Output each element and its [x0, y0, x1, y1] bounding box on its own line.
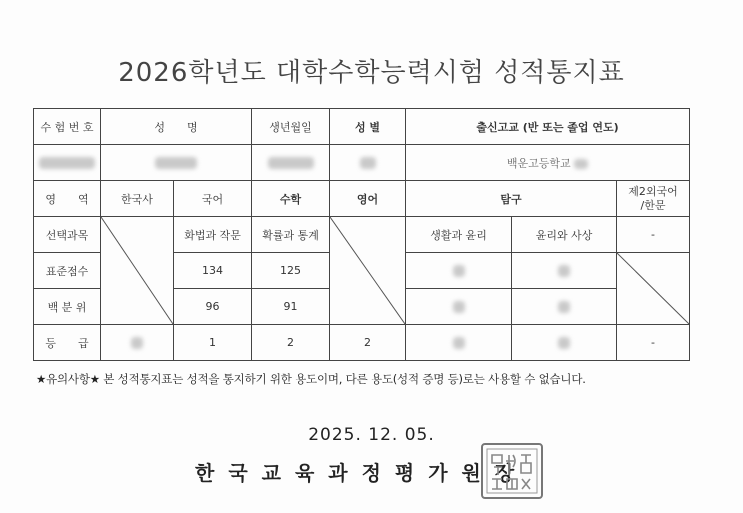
history-diagonal-cell: [101, 217, 174, 325]
redacted-mark: [558, 337, 570, 349]
inquiry2-elective: 윤리와 사상: [512, 217, 617, 253]
math-elective: 확률과 통계: [252, 217, 330, 253]
redacted-mark: [39, 157, 95, 169]
school-value: [406, 145, 690, 181]
document-title: 2026학년도 대학수학능력시험 성적통지표: [118, 58, 625, 88]
grade-row: [34, 325, 690, 361]
inquiry2-grade: [512, 325, 617, 361]
math-grade: 2: [252, 325, 330, 361]
korean-elective: 화법과 작문: [174, 217, 252, 253]
inquiry1-elective: 생활과 윤리: [406, 217, 512, 253]
elective-row: [34, 217, 690, 253]
school-name: 백운고등학교: [506, 156, 571, 170]
history-grade: [101, 325, 174, 361]
second-language-grade: -: [617, 325, 690, 361]
redacted-mark: [558, 265, 570, 277]
redacted-mark: [155, 157, 197, 169]
grade-label: 등 급: [34, 325, 101, 361]
second-language-diagonal-cell: [617, 253, 690, 325]
inquiry1-standard-score: [406, 253, 512, 289]
english-diagonal-cell: [330, 217, 406, 325]
gender-header: 성 별: [330, 109, 406, 145]
english-header: 영어: [330, 181, 406, 217]
name-header: 성 명: [101, 109, 252, 145]
birth-value: [252, 145, 330, 181]
notice-text: ★유의사항★ 본 성적통지표는 성적을 통지하기 위한 용도이며, 다른 용도(성적 증명 등)로는 사용할 수 없습니다.: [36, 372, 586, 386]
diagonal-line: [101, 217, 173, 324]
diagonal-line: [330, 217, 405, 324]
english-grade: 2: [330, 325, 406, 361]
score-table: [33, 108, 690, 361]
math-standard-score: 125: [252, 253, 330, 289]
subjects-row: [34, 181, 690, 217]
standard-score-label: 표준점수: [34, 253, 101, 289]
second-language-elective: -: [617, 217, 690, 253]
redacted-mark: [558, 301, 570, 313]
school-header: 출신고교 (반 또는 졸업 연도): [406, 109, 690, 145]
redacted-mark: [453, 337, 465, 349]
redacted-mark: [453, 265, 465, 277]
math-header: 수학: [252, 181, 330, 217]
issue-date: 2025. 12. 05.: [308, 425, 435, 445]
info-row: [34, 145, 690, 181]
gender-value: [330, 145, 406, 181]
elective-label: 선택과목: [34, 217, 101, 253]
area-header: 영 역: [34, 181, 101, 217]
issuer-name: 한국교육과정평가원장: [195, 461, 529, 485]
math-percentile: 91: [252, 289, 330, 325]
inquiry2-percentile: [512, 289, 617, 325]
redacted-mark: [268, 157, 314, 169]
inquiry-header: 탐구: [406, 181, 617, 217]
korean-standard-score: 134: [174, 253, 252, 289]
redacted-mark: [453, 301, 465, 313]
exam-number-value: [34, 145, 101, 181]
percentile-label: 백 분 위: [34, 289, 101, 325]
official-seal-icon: [479, 441, 545, 501]
name-value: [101, 145, 252, 181]
second-language-header: 제2외국어 /한문: [617, 181, 690, 217]
history-header: 한국사: [101, 181, 174, 217]
inquiry1-percentile: [406, 289, 512, 325]
exam-number-header: 수 험 번 호: [34, 109, 101, 145]
redacted-mark: [131, 337, 143, 349]
diagonal-line: [617, 253, 689, 324]
redacted-mark: [360, 157, 376, 169]
korean-header: 국어: [174, 181, 252, 217]
redacted-mark: [574, 159, 588, 169]
inquiry1-grade: [406, 325, 512, 361]
header-row: [34, 109, 690, 145]
korean-grade: 1: [174, 325, 252, 361]
korean-percentile: 96: [174, 289, 252, 325]
inquiry2-standard-score: [512, 253, 617, 289]
birth-header: 생년월일: [252, 109, 330, 145]
